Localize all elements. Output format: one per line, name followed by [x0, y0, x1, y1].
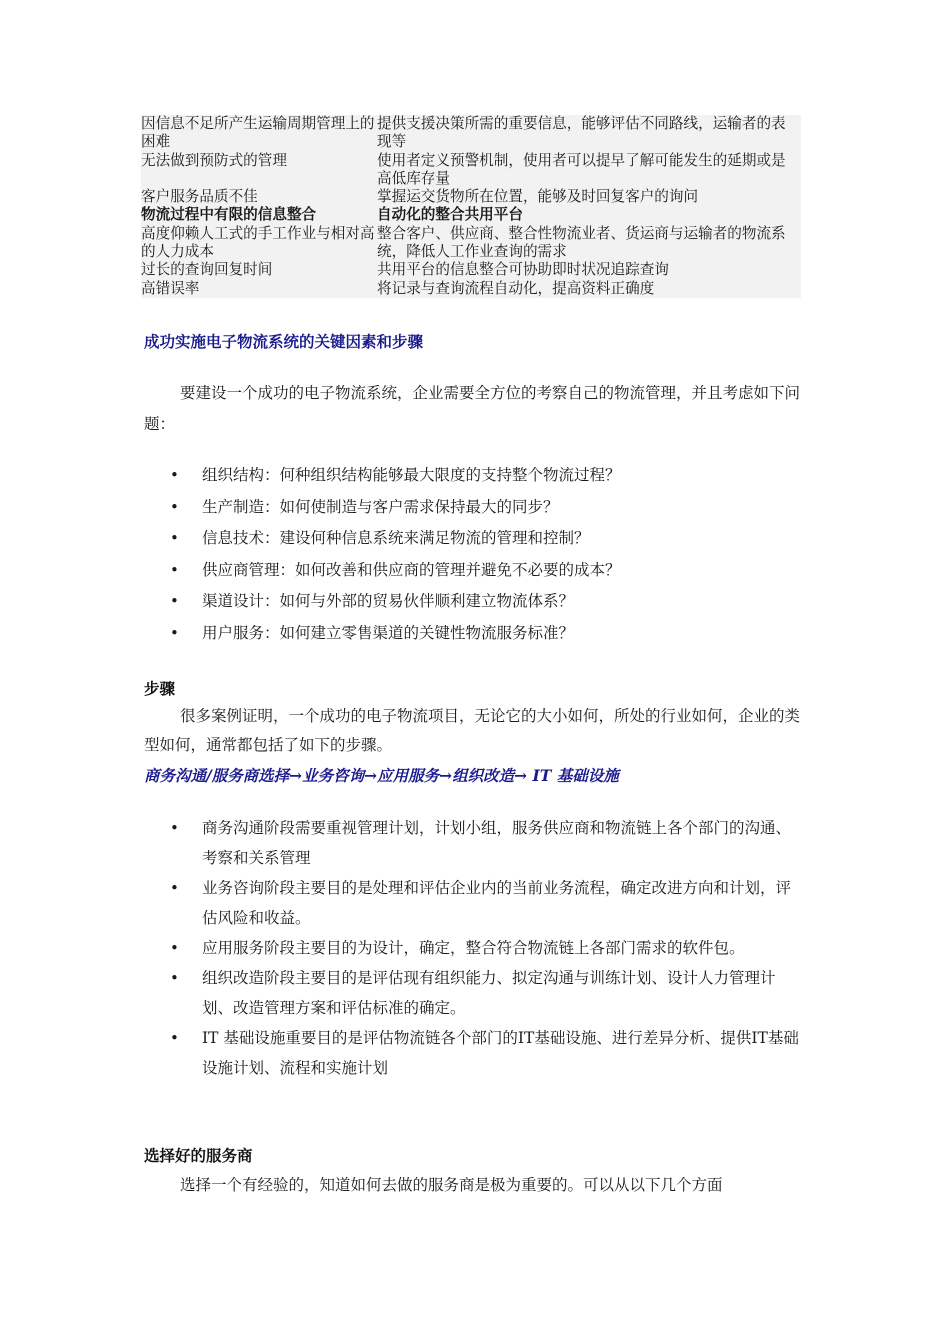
question-list: [170, 460, 802, 649]
list-item: • 组织改造阶段主要目的是评估现有组织能力、拟定沟通与训练计划、设计人力管理计划、改造管理方案和评估标准的确定。: [170, 963, 802, 1023]
intro-paragraph: 要建设一个成功的电子物流系统，企业需要全方位的考察自己的物流管理，并且考虑如下问题：: [144, 384, 801, 433]
table-cell-problem: 过长的查询回复时间: [141, 261, 273, 279]
bullet-icon: •: [170, 466, 179, 484]
bullet-icon: •: [170, 879, 179, 897]
list-item: • 商务沟通阶段需要重视管理计划，计划小组，服务供应商和物流链上各个部门的沟通、考察和关系管理: [170, 813, 802, 873]
bullet-icon: •: [170, 592, 179, 610]
list-item: • 生产制造：如何使制造与客户需求保持最大的同步？: [170, 492, 802, 524]
table-cell-problem: 物流过程中有限的信息整合: [141, 206, 317, 224]
list-item: • 应用服务阶段主要目的为设计，确定，整合符合物流链上各部门需求的软件包。: [170, 933, 802, 963]
table-cell-problem: 因信息不足所产生运输周期管理上的困难: [141, 115, 375, 151]
list-item: • 业务咨询阶段主要目的是处理和评估企业内的当前业务流程，确定改进方向和计划，评估风险和收益。: [170, 873, 802, 933]
bullet-icon: •: [170, 497, 179, 516]
bullet-icon: •: [170, 969, 179, 987]
bullet-icon: •: [170, 560, 179, 579]
table-row: [141, 188, 801, 206]
table-cell-solution: 共用平台的信息整合可协助即时状况追踪查询: [377, 261, 669, 279]
table-cell-solution: 将记录与查询流程自动化，提高资料正确度: [377, 279, 655, 297]
bullet-icon: •: [170, 1029, 179, 1047]
table-row: [141, 225, 801, 262]
table-cell-problem: 无法做到预防式的管理: [141, 151, 287, 169]
list-item: • 用户服务：如何建立零售渠道的关键性物流服务标准？: [170, 618, 802, 650]
list-item: • IT 基础设施重要目的是评估物流链各个部门的IT基础设施、进行差异分析、提供IT基础设施计划、流程和实施计划: [170, 1023, 802, 1083]
table-cell-problem: 高错误率: [141, 279, 200, 297]
list-item: • 信息技术：建设何种信息系统来满足物流的管理和控制？: [170, 523, 802, 555]
steps-list: [170, 813, 802, 1083]
table-cell-solution: 掌握运交货物所在位置，能够及时回复客户的询问: [377, 188, 699, 206]
table-cell-problem: 客户服务品质不佳: [141, 188, 258, 206]
table-row: [141, 206, 801, 224]
problem-solution-table: [141, 115, 801, 298]
table-row: [141, 280, 801, 298]
bullet-icon: •: [170, 623, 179, 642]
bullet-icon: •: [170, 819, 179, 837]
bullet-icon: •: [170, 939, 179, 957]
list-item: • 组织结构：何种组织结构能够最大限度的支持整个物流过程？: [170, 460, 802, 492]
steps-intro-paragraph: 很多案例证明，一个成功的电子物流项目，无论它的大小如何，所处的行业如何，企业的类型如何，通常都包括了如下的步骤。: [144, 707, 801, 754]
bullet-icon: •: [170, 529, 179, 547]
table-row: [141, 152, 801, 189]
section-heading-steps: 步骤: [144, 679, 176, 698]
table-cell-solution: 提供支援决策所需的重要信息，能够评估不同路线，运输者的表现等: [377, 115, 786, 151]
table-cell-solution: 使用者定义预警机制，使用者可以提早了解可能发生的延期或是高低库存量: [377, 151, 786, 187]
section-heading-key-factors: 成功实施电子物流系统的关键因素和步骤: [144, 332, 424, 351]
table-row: [141, 115, 801, 152]
section-heading-choose-provider: 选择好的服务商: [144, 1146, 253, 1165]
list-item: • 供应商管理：如何改善和供应商的管理并避免不必要的成本？: [170, 555, 802, 587]
provider-paragraph: 选择一个有经验的，知道如何去做的服务商是极为重要的。可以从以下几个方面: [180, 1176, 723, 1194]
table-cell-solution: 自动化的整合共用平台: [377, 206, 523, 224]
table-cell-solution: 整合客户、供应商、整合性物流业者、货运商与运输者的物流系统，降低人工作业查询的需求: [377, 224, 786, 261]
list-item: • 渠道设计：如何与外部的贸易伙伴顺利建立物流体系？: [170, 586, 802, 618]
table-cell-problem: 高度仰赖人工式的手工作业与相对高的人力成本: [141, 224, 375, 261]
table-row: [141, 261, 801, 279]
steps-flow: 商务沟通/服务商选择→业务咨询→应用服务→组织改造→ IT 基础设施: [144, 766, 619, 785]
